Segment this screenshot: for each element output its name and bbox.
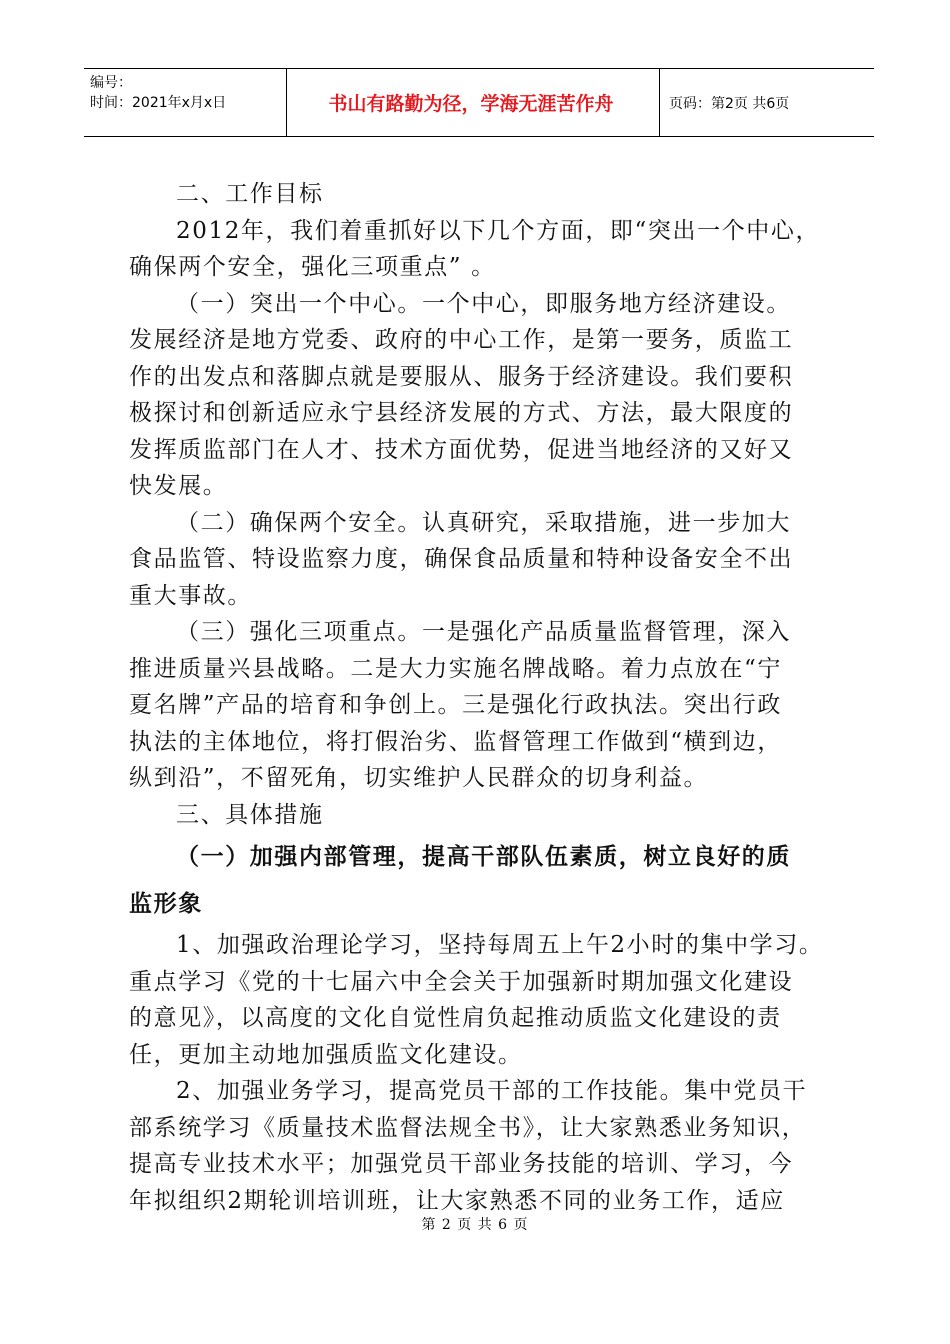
- page-footer: 第 2 页 共 6 页: [421, 1217, 529, 1233]
- header-meta: [90, 73, 280, 113]
- paragraph-line: 发展经济是地方党委、政府的中心工作，是第一要务，质监工: [129, 327, 794, 353]
- paragraph-line: 2012年，我们着重抓好以下几个方面，即“突出一个中心，: [176, 217, 821, 244]
- paragraph-line: （二）确保两个安全。认真研究，采取措施，进一步加大: [176, 509, 791, 536]
- document-header: [84, 68, 874, 137]
- paragraph-line: 快发展。: [129, 473, 228, 499]
- paragraph-line: 夏名牌”产品的培育和争创上。三是强化行政执法。突出行政: [129, 692, 782, 718]
- header-divider: [659, 69, 660, 136]
- section-heading: 三、具体措施: [176, 801, 324, 828]
- paragraph-line: 年拟组织2期轮训培训班，让大家熟悉不同的业务工作，适应: [129, 1187, 785, 1214]
- paragraph-line: 执法的主体地位，将打假治劣、监督管理工作做到“横到边，: [129, 728, 782, 755]
- sub-heading: （一）加强内部管理，提高干部队伍素质，树立良好的质: [176, 843, 791, 870]
- paragraph-line: （一）突出一个中心。一个中心，即服务地方经济建设。: [176, 290, 791, 317]
- section-heading: 二、工作目标: [176, 181, 324, 207]
- paragraph-line: 纵到沿”，不留死角，切实维护人民群众的切身利益。: [129, 765, 709, 791]
- sub-heading: 监形象: [129, 890, 203, 917]
- paragraph-line: 发挥质监部门在人才、技术方面优势，促进当地经济的又好又: [129, 436, 794, 463]
- paragraph-line: 重大事故。: [129, 582, 252, 609]
- paragraph-line: 2、加强业务学习，提高党员干部的工作技能。集中党员干: [176, 1078, 808, 1104]
- paragraph-line: 作的出发点和落脚点就是要服从、服务于经济建设。我们要积: [129, 363, 794, 390]
- serial-label: 编号：: [90, 75, 132, 91]
- paragraph-line: 推进质量兴县战略。二是大力实施名牌战略。着力点放在“宁: [129, 655, 782, 682]
- time-label: 时间：2021年x月x日: [90, 95, 227, 111]
- paragraph-line: 极探讨和创新适应永宁县经济发展的方式、方法，最大限度的: [129, 400, 794, 426]
- document-body: [129, 176, 829, 1219]
- paragraph-line: 确保两个安全，强化三项重点” 。: [129, 254, 496, 280]
- paragraph-line: 部系统学习《质量技术监督法规全书》，让大家熟悉业务知识，: [129, 1114, 807, 1141]
- paragraph-line: 重点学习《党的十七届六中全会关于加强新时期加强文化建设: [129, 968, 794, 995]
- paragraph-line: 任，更加主动地加强质监文化建设。: [129, 1041, 523, 1068]
- paragraph-line: 食品监管、特设监察力度，确保食品质量和特种设备安全不出: [129, 546, 794, 572]
- paragraph-line: 的意见》，以高度的文化自觉性肩负起推动质监文化建设的责: [129, 1005, 782, 1031]
- paragraph-line: （三）强化三项重点。一是强化产品质量监督管理，深入: [176, 619, 791, 645]
- header-page-info: 页码：第2页 共6页: [669, 95, 790, 112]
- paragraph-line: 提高专业技术水平；加强党员干部业务技能的培训、学习，今: [129, 1151, 794, 1177]
- header-motto: 书山有路勤为径，学海无涯苦作舟: [328, 93, 614, 115]
- paragraph-line: 1、加强政治理论学习，坚持每周五上午2小时的集中学习。: [176, 932, 824, 958]
